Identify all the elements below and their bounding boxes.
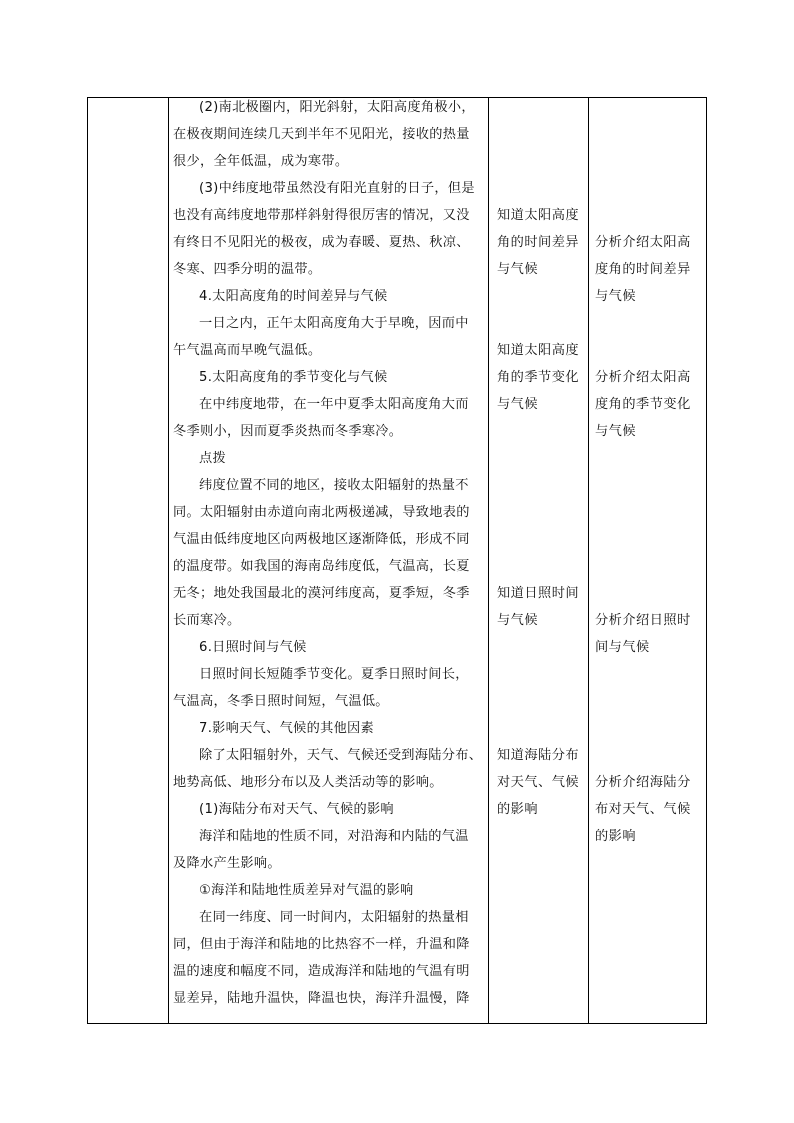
objective-line: 知道日照时间 (497, 586, 580, 601)
section-heading: 点拨 (199, 451, 226, 466)
column-divider (588, 98, 589, 1023)
text-line: 气温高，冬季日照时间短，气温低。 (173, 694, 389, 709)
text-line: 很少，全年低温，成为寒带。 (173, 154, 349, 169)
text-line: 同，但由于海洋和陆地的比热容不一样，升温和降 (173, 937, 470, 952)
text-line: 在同一纬度、同一时间内，太阳辐射的热量相 (199, 910, 469, 925)
objective-line: 与气候 (497, 613, 539, 628)
text-line: 温的速度和幅度不同，造成海洋和陆地的气温有明 (173, 964, 470, 979)
text-line: (2)南北极圈内，阳光斜射，太阳高度角极小， (199, 100, 475, 115)
section-heading: ①海洋和陆地性质差异对气温的影响 (199, 883, 414, 898)
activity-line: 分析介绍海陆分 (595, 775, 691, 790)
text-line: 纬度位置不同的地区，接收太阳辐射的热量不 (199, 478, 469, 493)
activity-line: 间与气候 (595, 640, 650, 655)
text-line: 一日之内，正午太阳高度角大于早晚，因而中 (199, 316, 469, 331)
text-line: 冬季则小，因而夏季炎热而冬季寒冷。 (173, 424, 403, 439)
objective-line: 知道太阳高度 (497, 208, 580, 223)
text-line: 显差异，陆地升温快，降温也快，海洋升温慢，降 (173, 991, 470, 1006)
text-line: 的温度带。如我国的海南岛纬度低，气温高，长夏 (173, 559, 470, 574)
text-line: 除了太阳辐射外，天气、气候还受到海陆分布、 (199, 748, 483, 763)
text-line: 气温由低纬度地区向两极地区逐渐降低，形成不同 (173, 532, 470, 547)
section-heading: 5.太阳高度角的季节变化与气候 (199, 370, 388, 385)
text-line: 在中纬度地带，在一年中夏季太阳高度角大而 (199, 397, 469, 412)
activity-line: 与气候 (595, 289, 637, 304)
objective-line: 知道太阳高度 (497, 343, 580, 358)
text-line: 也没有高纬度地带那样斜射得很厉害的情况，又没 (173, 208, 470, 223)
text-line: 海洋和陆地的性质不同，对沿海和内陆的气温 (199, 829, 469, 844)
objective-line: 对天气、气候 (497, 775, 580, 790)
text-line: (3)中纬度地带虽然没有阳光直射的日子，但是 (199, 181, 475, 196)
objective-line: 的影响 (497, 802, 539, 817)
column-divider (488, 98, 489, 1023)
lesson-table (87, 97, 707, 1024)
activity-line: 的影响 (595, 829, 637, 844)
text-line: 在极夜期间连续几天到半年不见阳光，接收的热量 (173, 127, 470, 142)
activity-line: 分析介绍日照时 (595, 613, 691, 628)
column-divider (168, 98, 169, 1023)
activity-line: 与气候 (595, 424, 637, 439)
text-line: 及降水产生影响。 (173, 856, 281, 871)
text-line: 地势高低、地形分布以及人类活动等的影响。 (173, 775, 443, 790)
section-heading: 6.日照时间与气候 (199, 640, 307, 655)
text-line: 同。太阳辐射由赤道向南北两极递减，导致地表的 (173, 505, 470, 520)
text-line: 有终日不见阳光的极夜，成为春暖、夏热、秋凉、 (173, 235, 470, 250)
text-line: 午气温高而早晚气温低。 (173, 343, 322, 358)
objective-line: 与气候 (497, 397, 539, 412)
activity-line: 度角的季节变化 (595, 397, 691, 412)
text-line: 日照时间长短随季节变化。夏季日照时间长， (199, 667, 469, 682)
section-heading: (1)海陆分布对天气、气候的影响 (199, 802, 394, 817)
activity-line: 度角的时间差异 (595, 262, 691, 277)
activity-line: 布对天气、气候 (595, 802, 691, 817)
text-line: 无冬；地处我国最北的漠河纬度高，夏季短，冬季 (173, 586, 470, 601)
objective-line: 与气候 (497, 262, 539, 277)
activity-line: 分析介绍太阳高 (595, 370, 691, 385)
activity-line: 分析介绍太阳高 (595, 235, 691, 250)
objective-line: 角的时间差异 (497, 235, 580, 250)
objective-line: 角的季节变化 (497, 370, 580, 385)
text-line: 长而寒冷。 (173, 613, 241, 628)
section-heading: 4.太阳高度角的时间差异与气候 (199, 289, 388, 304)
section-heading: 7.影响天气、气候的其他因素 (199, 721, 375, 736)
text-line: 冬寒、四季分明的温带。 (173, 262, 322, 277)
objective-line: 知道海陆分布 (497, 748, 580, 763)
